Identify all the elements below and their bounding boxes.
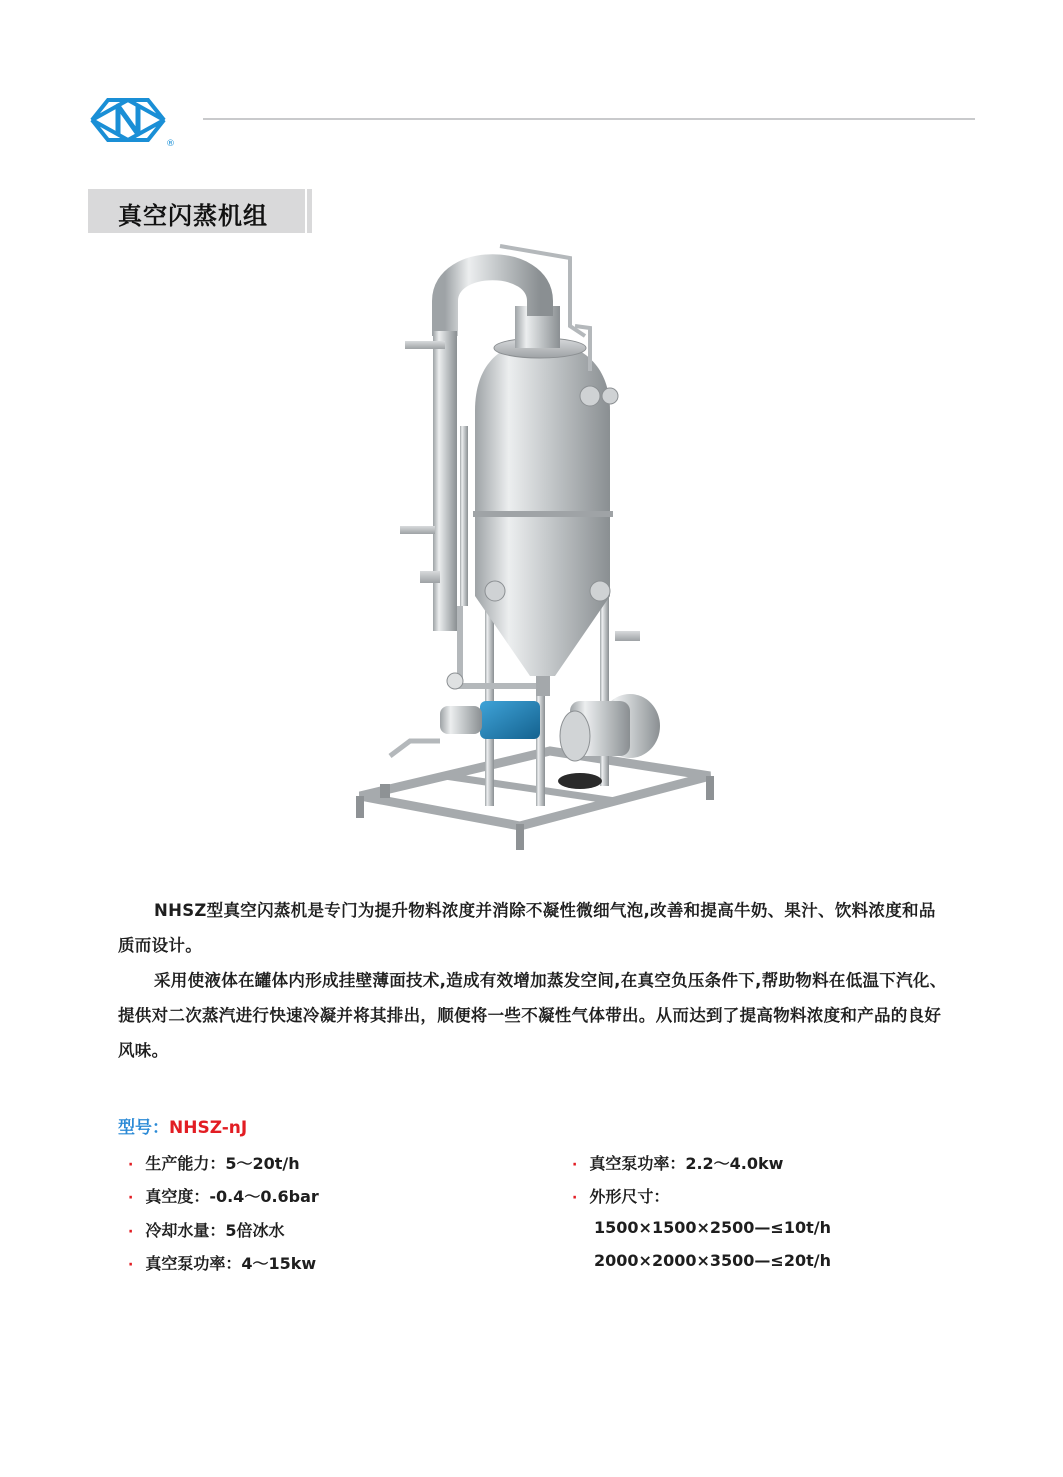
bullet-icon: · [128, 1257, 134, 1273]
bullet-icon: · [572, 1157, 578, 1173]
dimension-line-2: 2000×2000×3500—≤20t/h [594, 1251, 831, 1270]
spec-text: 真空泵功率：2.2～4.0kw [589, 1154, 784, 1173]
spec-text: 外形尺寸： [589, 1187, 670, 1206]
vacuum-flash-evaporator-image [340, 236, 730, 858]
model-value: NHSZ-nJ [169, 1118, 248, 1138]
spec-item [572, 1151, 783, 1174]
model-line [118, 1113, 247, 1138]
dimension-line-1: 1500×1500×2500—≤10t/h [594, 1218, 831, 1237]
spec-item [572, 1184, 669, 1207]
spec-text: 生产能力：5～20t/h [145, 1154, 300, 1173]
spec-item [128, 1151, 300, 1174]
spec-text: 冷却水量：5倍冰水 [145, 1221, 285, 1240]
spec-item [128, 1184, 319, 1207]
model-label: 型号： [118, 1118, 169, 1138]
description-paragraph-1: NHSZ型真空闪蒸机是专门为提升物料浓度并消除不凝性微细气泡,改善和提高牛奶、果汁、饮料浓度和品质而设计。 [118, 901, 936, 955]
description-paragraph-2: 采用使液体在罐体内形成挂壁薄面技术,造成有效增加蒸发空间,在真空负压条件下,帮助物料在低温下汽化、提供对二次蒸汽进行快速冷凝并将其排出，顺便将一些不凝性气体带出。从而达到了提高物料浓度和产品的良好风味。 [118, 971, 947, 1060]
bullet-icon: · [128, 1157, 134, 1173]
bullet-icon: · [128, 1224, 134, 1240]
bullet-icon: · [128, 1190, 134, 1206]
spec-item [128, 1251, 316, 1274]
registered-mark: ® [166, 139, 175, 149]
spec-item [128, 1218, 284, 1241]
bullet-icon: · [572, 1190, 578, 1206]
section-title: 真空闪蒸机组 [118, 202, 268, 230]
section-title-accent [307, 189, 312, 233]
header-rule [203, 118, 975, 120]
spec-text: 真空度：-0.4～0.6bar [145, 1187, 319, 1206]
company-logo [88, 90, 184, 150]
spec-text: 真空泵功率：4～15kw [145, 1254, 317, 1273]
